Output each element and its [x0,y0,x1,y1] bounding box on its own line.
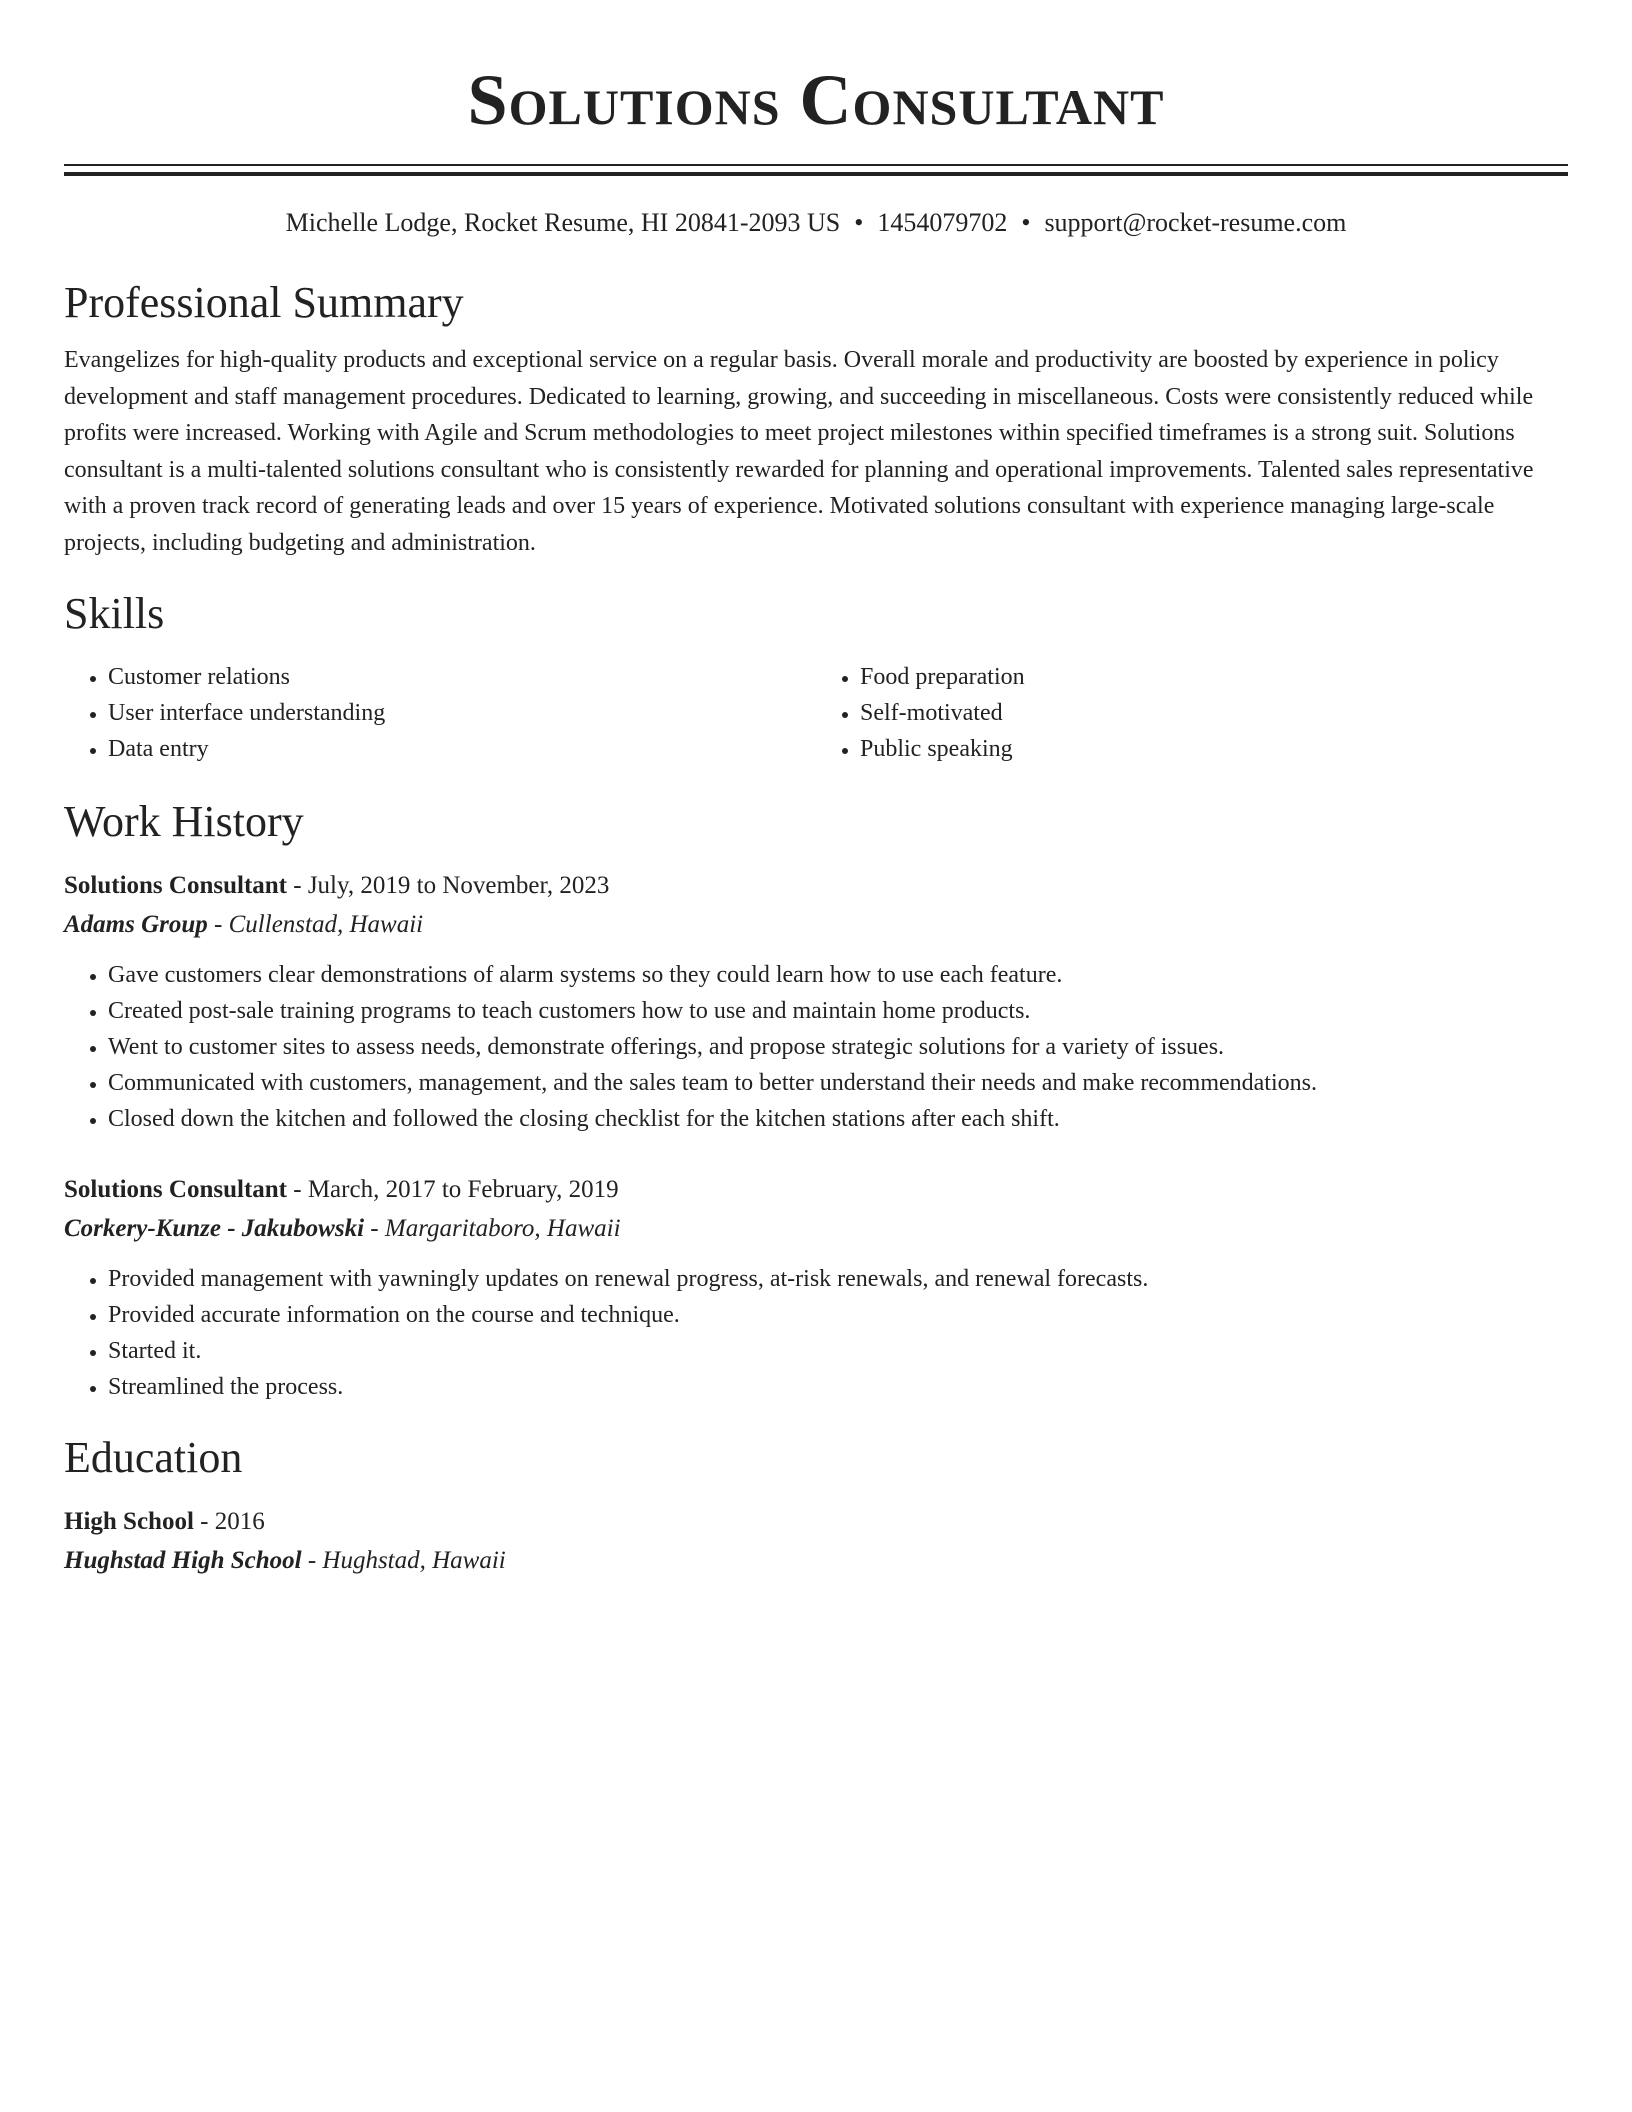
summary-text: Evangelizes for high-quality products and exceptional service on a regular basis. Overall morale and productivity are boosted by experience in policy development and staff management procedures. Dedicated to learning, growing, and succeeding in miscellaneous. Costs were consistently reduced while profits were increased. Working with Agile and Scrum methodologies to meet project milestones within specified timeframes is a strong suit. Solutions consultant is a multi-talented solutions consultant who is consistently rewarded for planning and operational improvements. Talented sales representative with a proven track record of generating leads and over 15 years of experience. Motivated solutions consultant with experience managing large-scale projects, including budgeting and administration. [64,347,1534,556]
job-bullet: • Went to customer sites to assess needs, demonstrate offerings, and propose strategic solutions for a variety of issues. [108,1029,1568,1065]
title-divider-thick [64,172,1568,176]
work-history-heading: Work History [64,797,304,846]
contact-line [64,206,1568,240]
company-name: Corkery-Kunze - Jakubowski [64,1215,365,1242]
education-entry [64,1503,1568,1581]
job-bullet: • Communicated with customers, management, and the sales team to better understand their needs and make recommendations. [108,1065,1568,1101]
skill-item: • User interface understanding [108,695,816,731]
job-title: Solutions Consultant [64,1176,287,1203]
job-bullet: • Started it. [108,1333,1568,1369]
skills-heading: Skills [64,589,165,638]
job-title-line [64,1171,1568,1209]
job-bullet: • Gave customers clear demonstrations of alarm systems so they could learn how to use each feature. [108,957,1568,993]
contact-separator: • [854,208,864,237]
job-title-line [64,867,1568,905]
job-dates: - July, 2019 to November, 2023 [287,872,610,899]
company-line [64,1209,1568,1249]
job-entry [64,867,1568,1137]
title-divider-thin [64,164,1568,166]
skill-item: • Food preparation [860,659,1568,695]
company-location: - Margaritaboro, Hawaii [364,1215,621,1242]
degree-line [64,1503,1568,1541]
job-entry [64,1171,1568,1405]
education-heading: Education [64,1433,243,1482]
company-line [64,905,1568,945]
job-title: Solutions Consultant [64,872,287,899]
summary-heading: Professional Summary [64,278,464,327]
skills-column-left [64,659,816,767]
skill-item: • Public speaking [860,731,1568,767]
job-bullets [64,957,1568,1137]
skill-item: • Customer relations [108,659,816,695]
job-bullet: • Provided management with yawningly updates on renewal progress, at-risk renewals, and renewal forecasts. [108,1261,1568,1297]
resume-title: Solutions Consultant [467,60,1165,140]
skills-column-right [816,659,1568,767]
job-bullets [64,1261,1568,1405]
contact-email: support@rocket-resume.com [1044,208,1347,237]
job-dates: - March, 2017 to February, 2019 [287,1176,619,1203]
skill-item: • Data entry [108,731,816,767]
job-bullet: • Streamlined the process. [108,1369,1568,1405]
job-bullet: • Closed down the kitchen and followed the closing checklist for the kitchen stations after each shift. [108,1101,1568,1137]
company-name: Adams Group [64,911,208,938]
school-line [64,1541,1568,1581]
job-bullet: • Created post-sale training programs to teach customers how to use and maintain home products. [108,993,1568,1029]
school-location: - Hughstad, Hawaii [301,1547,506,1574]
degree-name: High School [64,1508,194,1535]
skills-list [64,659,1568,767]
contact-separator: • [1021,208,1031,237]
skill-item: • Self-motivated [860,695,1568,731]
company-location: - Cullenstad, Hawaii [207,911,424,938]
job-bullet: • Provided accurate information on the course and technique. [108,1297,1568,1333]
contact-phone: 1454079702 [877,208,1008,237]
degree-year: - 2016 [193,1508,265,1535]
contact-address: Michelle Lodge, Rocket Resume, HI 20841-2093 US [285,208,841,237]
school-name: Hughstad High School [64,1547,302,1574]
